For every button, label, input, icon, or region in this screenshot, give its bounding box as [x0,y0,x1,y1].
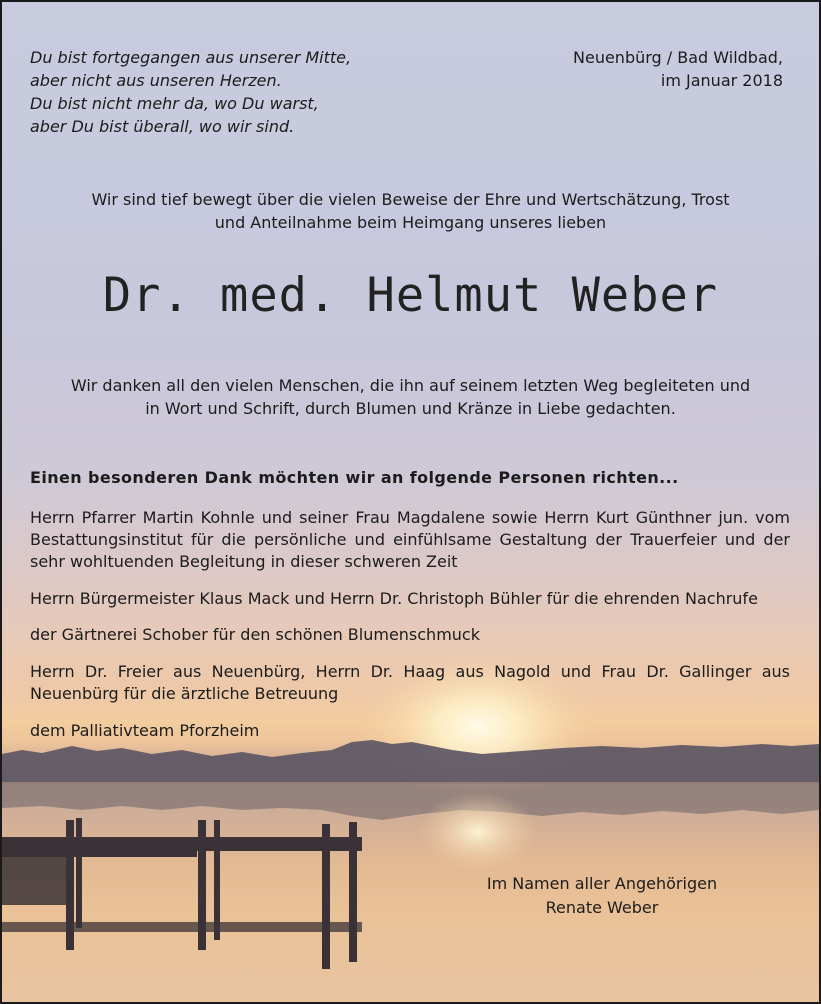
place: Neuenbürg / Bad Wildbad, [573,48,783,67]
intro-line: und Anteilnahme beim Heimgang unseres lieben [214,213,607,232]
general-thanks [2,374,819,420]
tree-line [2,740,819,784]
lake-sunset-background [2,2,819,1002]
deceased-name: Dr. med. Helmut Weber [102,268,719,323]
thanks-line: in Wort und Schrift, durch Blumen und Kränze in Liebe gedachten. [145,399,676,418]
thanks-entry: Herrn Bürgermeister Klaus Mack und Herrn Dr. Christoph Bühler für die ehrenden Nachrufe [30,589,758,608]
sun-reflection [418,792,538,872]
thanks-entry: Herrn Dr. Freier aus Neuenbürg, Herrn Dr. Haag aus Nagold und Frau Dr. Gallinger aus Neuenbürg für die ärztliche Betreuung [30,662,790,703]
signature-name: Renate Weber [545,898,659,917]
thanks-entry: dem Palliativteam Pforzheim [30,721,260,740]
thanks-entry: der Gärtnerei Schober für den schönen Blumenschmuck [30,625,480,644]
date: im Januar 2018 [660,71,783,90]
memorial-poem [30,46,351,138]
place-and-date [573,46,783,92]
intro-text [2,188,819,234]
poem-line: Du bist nicht mehr da, wo Du warst, [30,94,319,113]
signature-line: Im Namen aller Angehörigen [486,874,718,893]
thanks-line: Wir danken all den vielen Menschen, die ihn auf seinem letzten Weg begleiteten und [70,376,751,395]
poem-line: Du bist fortgegangen aus unserer Mitte, [30,48,352,67]
poem-line: aber nicht aus unseren Herzen. [30,71,282,90]
intro-line: Wir sind tief bewegt über die vielen Beweise der Ehre und Wertschätzung, Trost [91,190,730,209]
signature [442,872,762,920]
thanks-entry: Herrn Pfarrer Martin Kohnle und seiner Frau Magdalene sowie Herrn Kurt Günthner jun. vom Bestattungsinstitut für die persönliche und einfühlsame Gestaltung der Trauerfeier und der sehr wohltuenden Begleitung in dieser schweren Zeit [30,508,790,571]
poem-line: aber Du bist überall, wo wir sind. [30,117,295,136]
special-thanks-heading: Einen besonderen Dank möchten wir an folgende Personen richten... [30,468,679,487]
